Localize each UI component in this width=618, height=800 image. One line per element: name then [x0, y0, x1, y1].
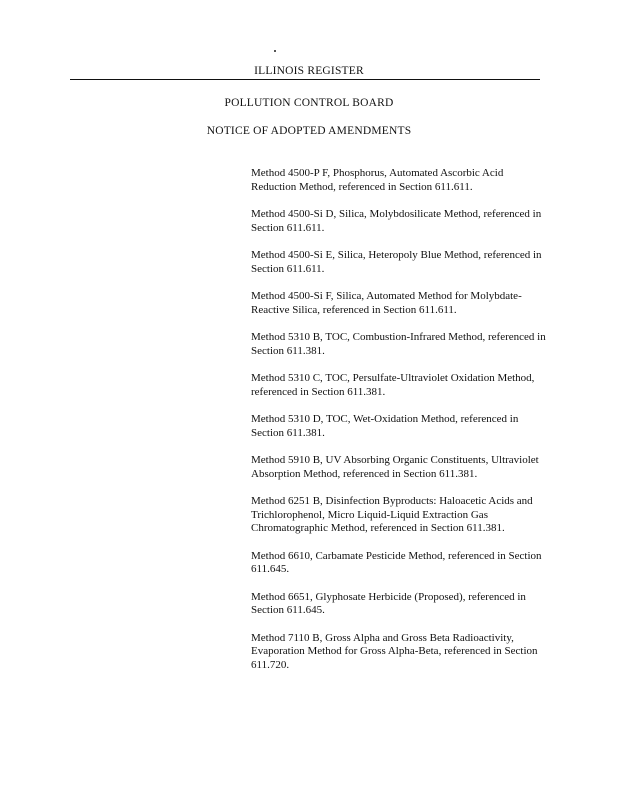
method-list	[251, 167, 551, 686]
board-title: POLLUTION CONTROL BOARD	[224, 97, 394, 109]
register-title: ILLINOIS REGISTER	[254, 65, 364, 77]
method-item: Method 6251 B, Disinfection Byproducts: Haloacetic Acids and Trichlorophenol, Micro Liquid-Liquid Extraction Gas Chromatographic Method, referenced in Section 611.381.	[251, 495, 533, 534]
scan-speck	[274, 50, 276, 52]
method-item: Method 5310 C, TOC, Persulfate-Ultraviolet Oxidation Method, referenced in Section 611.381.	[251, 372, 535, 398]
method-item: Method 6651, Glyphosate Herbicide (Proposed), referenced in Section 611.645.	[251, 590, 526, 616]
method-item: Method 5910 B, UV Absorbing Organic Constituents, Ultraviolet Absorption Method, referenced in Section 611.381.	[251, 454, 539, 480]
notice-title: NOTICE OF ADOPTED AMENDMENTS	[206, 125, 412, 137]
header-rule	[70, 79, 540, 80]
method-item: Method 5310 D, TOC, Wet-Oxidation Method, referenced in Section 611.381.	[251, 413, 519, 439]
method-item: Method 4500-Si F, Silica, Automated Method for Molybdate-Reactive Silica, referenced in Section 611.611.	[251, 290, 522, 316]
method-item: Method 4500-Si E, Silica, Heteropoly Blue Method, referenced in Section 611.611.	[251, 249, 542, 275]
method-item: Method 7110 B, Gross Alpha and Gross Beta Radioactivity, Evaporation Method for Gross Alpha-Beta, referenced in Section 611.720.	[251, 631, 538, 671]
method-item: Method 4500-Si D, Silica, Molybdosilicate Method, referenced in Section 611.611.	[251, 208, 542, 234]
method-item: Method 5310 B, TOC, Combustion-Infrared Method, referenced in Section 611.381.	[251, 331, 546, 357]
method-item: Method 6610, Carbamate Pesticide Method, referenced in Section 611.645.	[251, 549, 542, 575]
method-item: Method 4500-P F, Phosphorus, Automated Ascorbic Acid Reduction Method, referenced in Section 611.611.	[251, 167, 504, 193]
